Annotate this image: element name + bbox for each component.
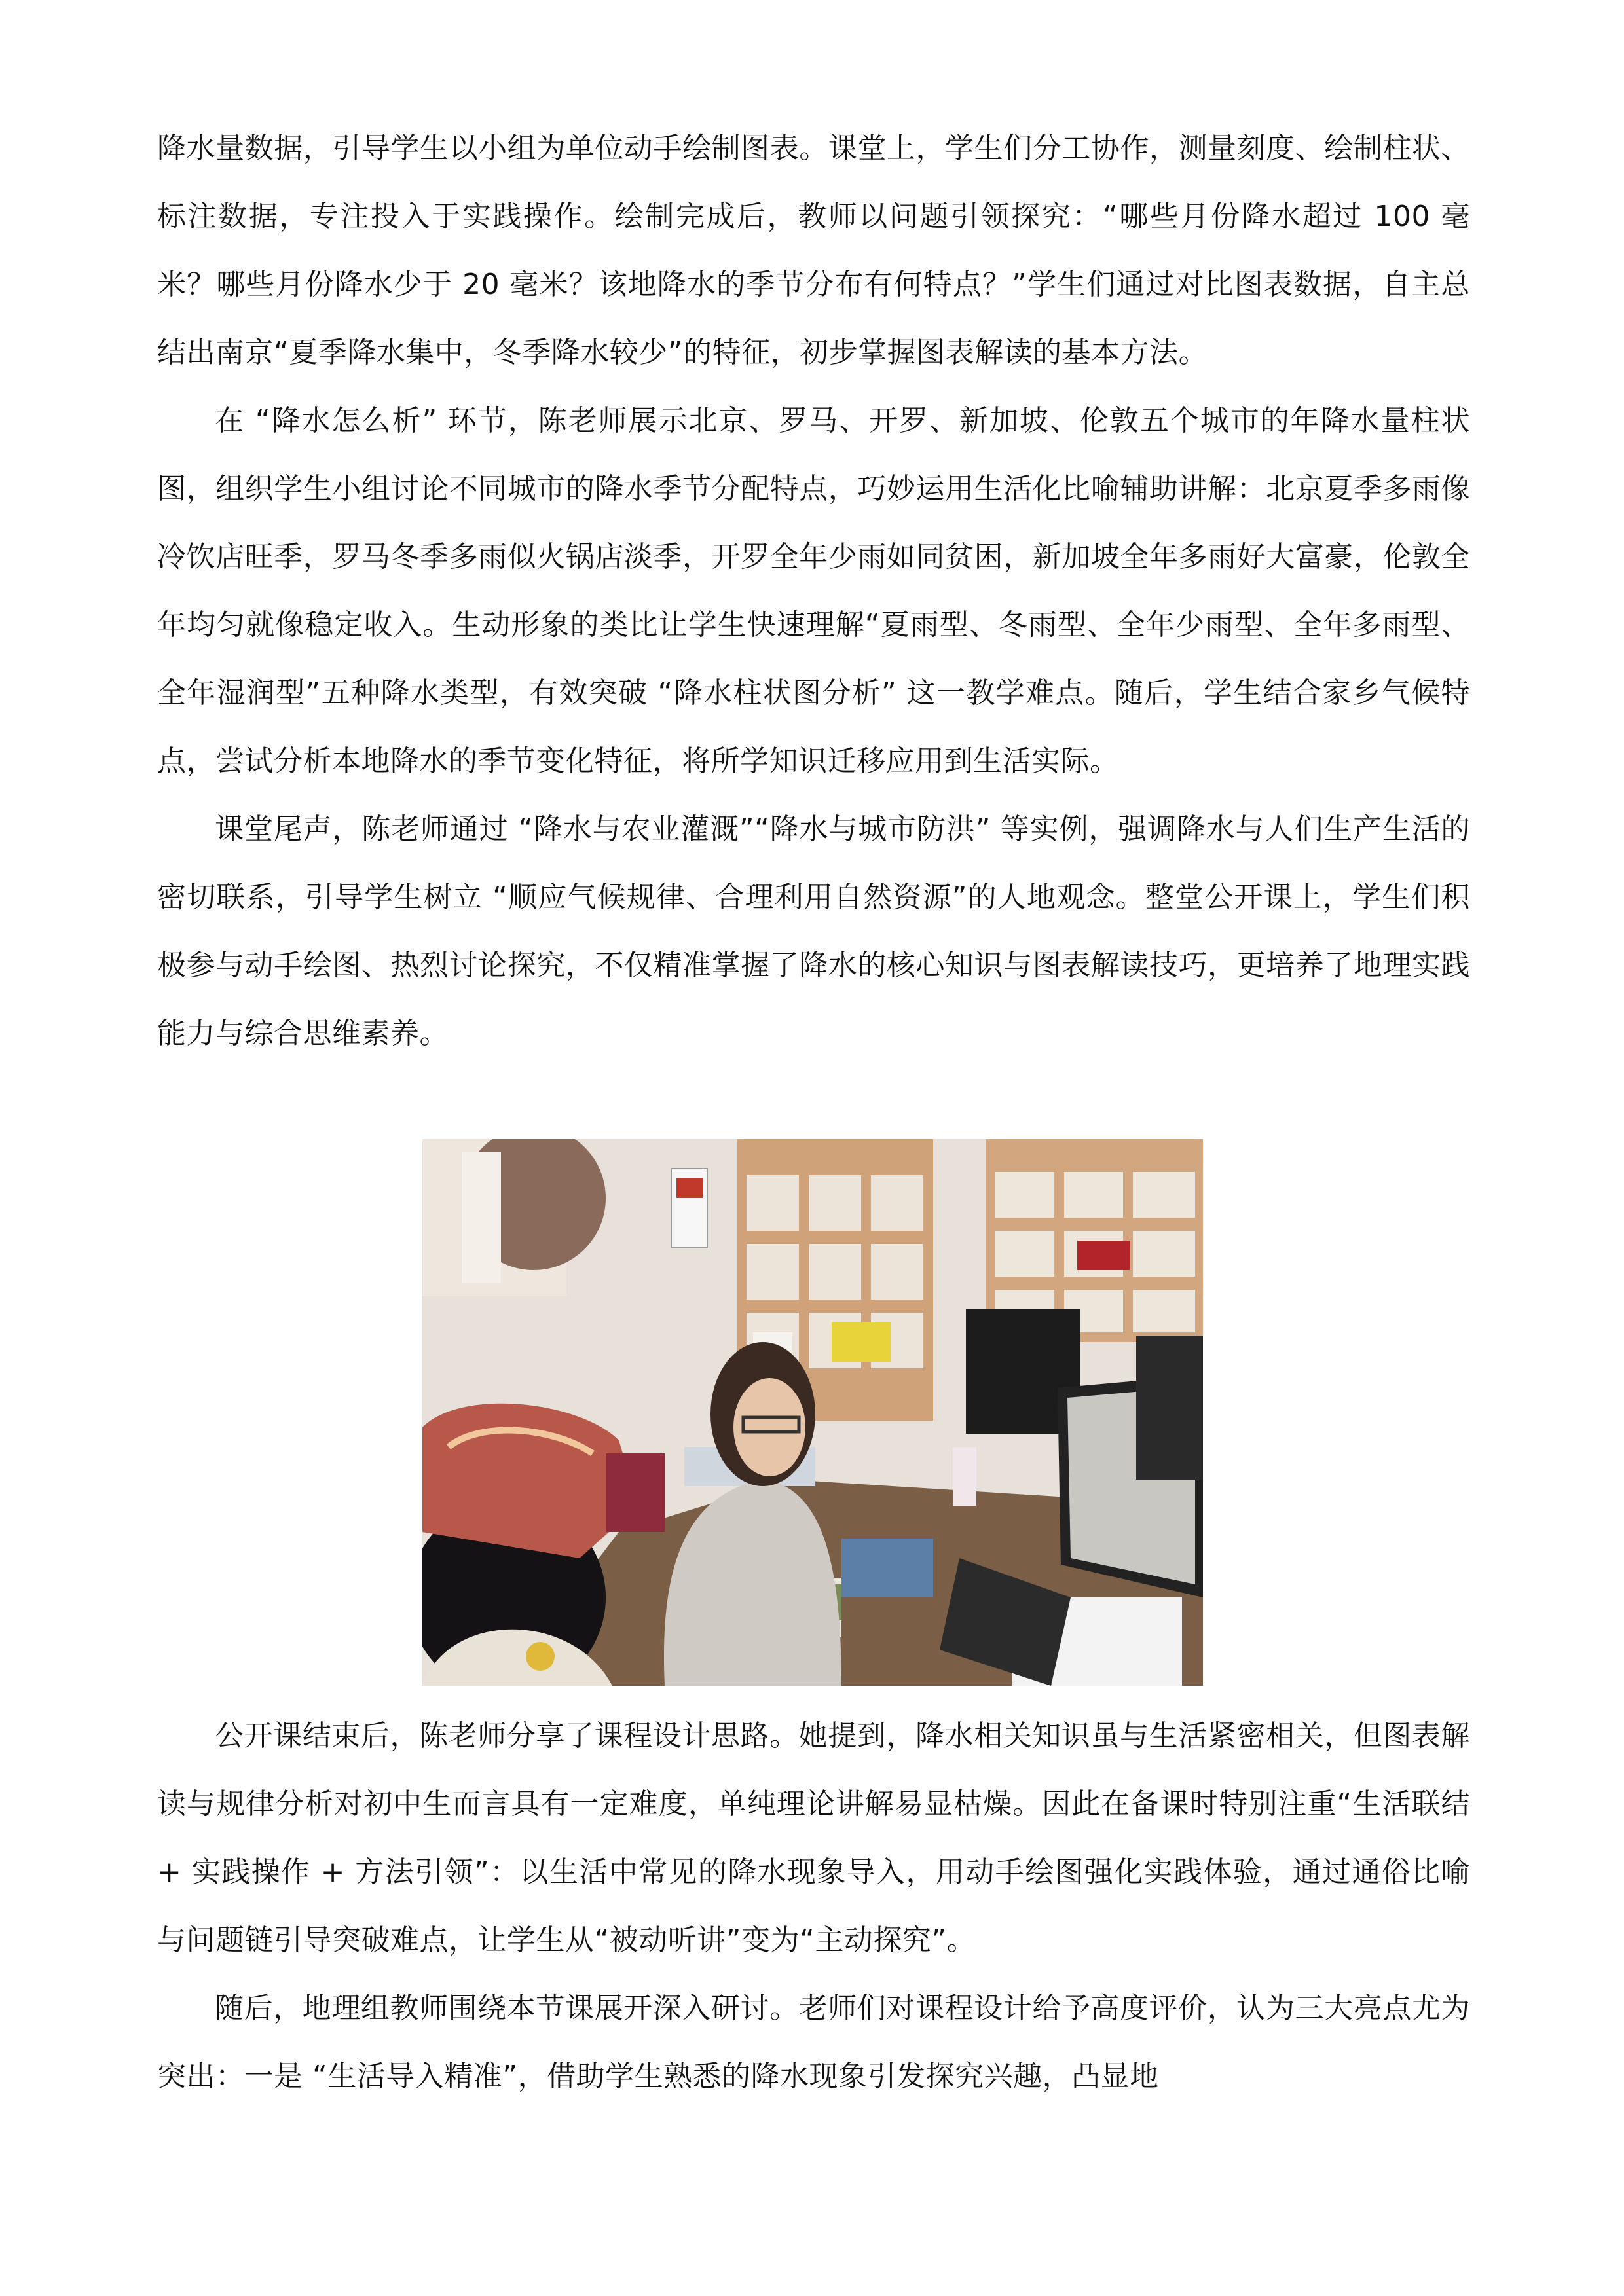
- photo-illustration: [422, 1139, 1203, 1686]
- paragraph: 在 “降水怎么析” 环节，陈老师展示北京、罗马、开罗、新加坡、伦敦五个城市的年降水量柱状图，组织学生小组讨论不同城市的降水季节分配特点，巧妙运用生活化比喻辅助讲解：北京夏季多雨像冷饮店旺季，罗马冬季多雨似火锅店淡季，开罗全年少雨如同贫困，新加坡全年多雨好大富豪，伦敦全年均匀就像稳定收入。生动形象的类比让学生快速理解“夏雨型、冬雨型、全年少雨型、全年多雨型、全年湿润型”五种降水类型，有效突破 “降水柱状图分析” 这一教学难点。随后，学生结合家乡气候特点，尝试分析本地降水的季节变化特征，将所学知识迁移应用到生活实际。: [157, 404, 1470, 778]
- classroom-photo: [422, 1139, 1203, 1686]
- paragraph: 随后，地理组教师围绕本节课展开深入研讨。老师们对课程设计给予高度评价，认为三大亮点尤为突出：一是 “生活导入精准”，借助学生熟悉的降水现象引发探究兴趣，凸显地: [157, 1992, 1470, 2093]
- paragraph: 公开课结束后，陈老师分享了课程设计思路。她提到，降水相关知识虽与生活紧密相关，但图表解读与规律分析对初中生而言具有一定难度，单纯理论讲解易显枯燥。因此在备课时特别注重“生活联结 + 实践操作 + 方法引领”：以生活中常见的降水现象导入，用动手绘图强化实践体验，通过通俗比喻与问题链引导突破难点，让学生从“被动听讲”变为“主动探究”。: [157, 1719, 1470, 1957]
- article-body-top: [157, 115, 1470, 1068]
- paragraph: 课堂尾声，陈老师通过 “降水与农业灌溉”“降水与城市防洪” 等实例，强调降水与人们生产生活的密切联系，引导学生树立 “顺应气候规律、合理利用自然资源”的人地观念。整堂公开课上，学生们积极参与动手绘图、热烈讨论探究，不仅精准掌握了降水的核心知识与图表解读技巧，更培养了地理实践能力与综合思维素养。: [157, 812, 1470, 1050]
- article-body-bottom: [157, 1702, 1470, 2111]
- paragraph-continued: 降水量数据，引导学生以小组为单位动手绘制图表。课堂上，学生们分工协作，测量刻度、绘制柱状、标注数据，专注投入于实践操作。绘制完成后，教师以问题引领探究：“哪些月份降水超过 100 毫米？哪些月份降水少于 20 毫米？该地降水的季节分布有何特点？”学生们通过对比图表数据，自主总结出南京“夏季降水集中，冬季降水较少”的特征，初步掌握图表解读的基本方法。: [157, 132, 1470, 369]
